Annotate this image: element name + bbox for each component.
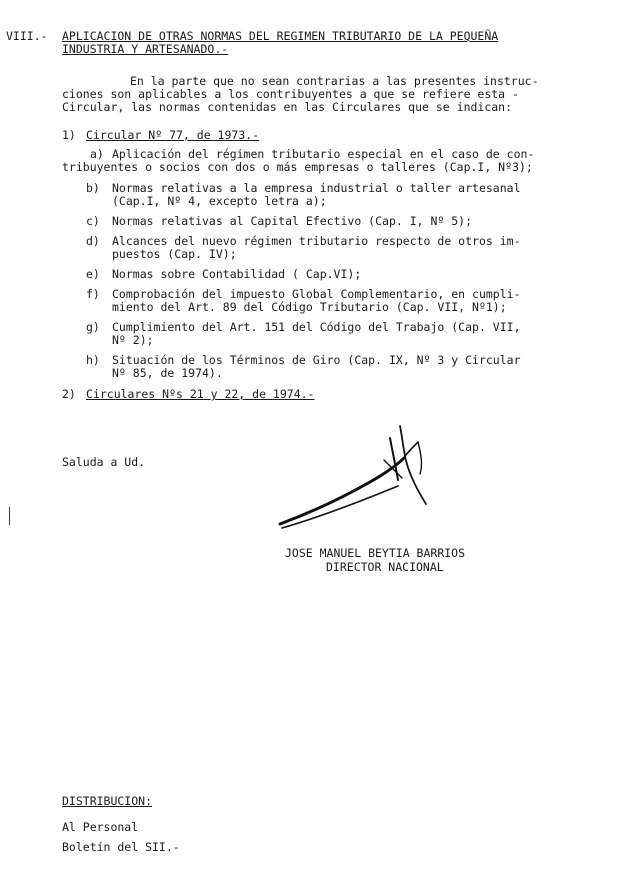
circular-2-number: 2)	[62, 387, 76, 401]
list-item-text: Situación de los Términos de Giro (Cap. IX, Nº 3 y Circular	[112, 353, 521, 367]
list-item-text: Cumplimiento del Art. 151 del Código del Trabajo (Cap. VII,	[112, 320, 521, 334]
list-item-letter: b)	[86, 181, 100, 195]
list-item-text: Nº 85, de 1974).	[112, 366, 223, 380]
list-item-text: Aplicación del régimen tributario especial en el caso de con-	[112, 147, 535, 161]
list-item-text: (Cap.I, Nº 4, excepto letra a);	[112, 194, 327, 208]
list-item-text: tribuyentes o socios con dos o más empresas o talleres (Cap.I, Nº3);	[62, 160, 533, 174]
list-item-text: miento del Art. 89 del Código Tributario (Cap. VII, Nº1);	[112, 300, 507, 314]
section-title-line-1: APLICACION DE OTRAS NORMAS DEL REGIMEN TRIBUTARIO DE LA PEQUEÑA	[62, 29, 499, 43]
margin-mark	[9, 507, 10, 525]
list-item-text: Comprobación del impuesto Global Complementario, en cumpli-	[112, 287, 521, 301]
list-item-letter: c)	[86, 214, 100, 228]
section-number: VIII.-	[6, 29, 48, 43]
list-item-letter: a)	[90, 147, 104, 161]
list-item-text: Normas relativas a la empresa industrial o taller artesanal	[112, 181, 521, 195]
list-item-text: Normas sobre Contabilidad ( Cap.VI);	[112, 267, 362, 281]
distribution-recipient: Boletín del SII.-	[62, 840, 180, 854]
list-item-letter: g)	[86, 320, 100, 334]
signatory-title: DIRECTOR NACIONAL	[326, 560, 444, 574]
intro-line: Circular, las normas contenidas en las Circulares que se indican:	[62, 100, 513, 114]
signatory-name: JOSE MANUEL BEYTIA BARRIOS	[285, 546, 466, 560]
section-title-line-2: INDUSTRIA Y ARTESANADO.-	[62, 42, 229, 56]
intro-line: En la parte que no sean contrarias a las presentes instruc-	[130, 74, 539, 88]
list-item-letter: d)	[86, 234, 100, 248]
circular-2-title: Circulares Nºs 21 y 22, de 1974.-	[86, 387, 315, 401]
list-item-text: puestos (Cap. IV);	[112, 247, 237, 261]
list-item-letter: f)	[86, 287, 100, 301]
list-item-letter: e)	[86, 267, 100, 281]
circular-1-number: 1)	[62, 128, 76, 142]
list-item-letter: h)	[86, 353, 100, 367]
intro-line: ciones son aplicables a los contribuyentes a que se refiere esta -	[62, 87, 519, 101]
distribution-recipient: Al Personal	[62, 820, 139, 834]
greeting: Saluda a Ud.	[62, 455, 146, 469]
distribution-heading: DISTRIBUCION:	[62, 794, 153, 808]
list-item-text: Nº 2);	[112, 333, 154, 347]
list-item-text: Normas relativas al Capital Efectivo (Cap. I, Nº 5);	[112, 214, 473, 228]
list-item-text: Alcances del nuevo régimen tributario respecto de otros im-	[112, 234, 521, 248]
circular-1-title: Circular Nº 77, de 1973.-	[86, 128, 260, 142]
handwritten-signature	[272, 420, 442, 535]
